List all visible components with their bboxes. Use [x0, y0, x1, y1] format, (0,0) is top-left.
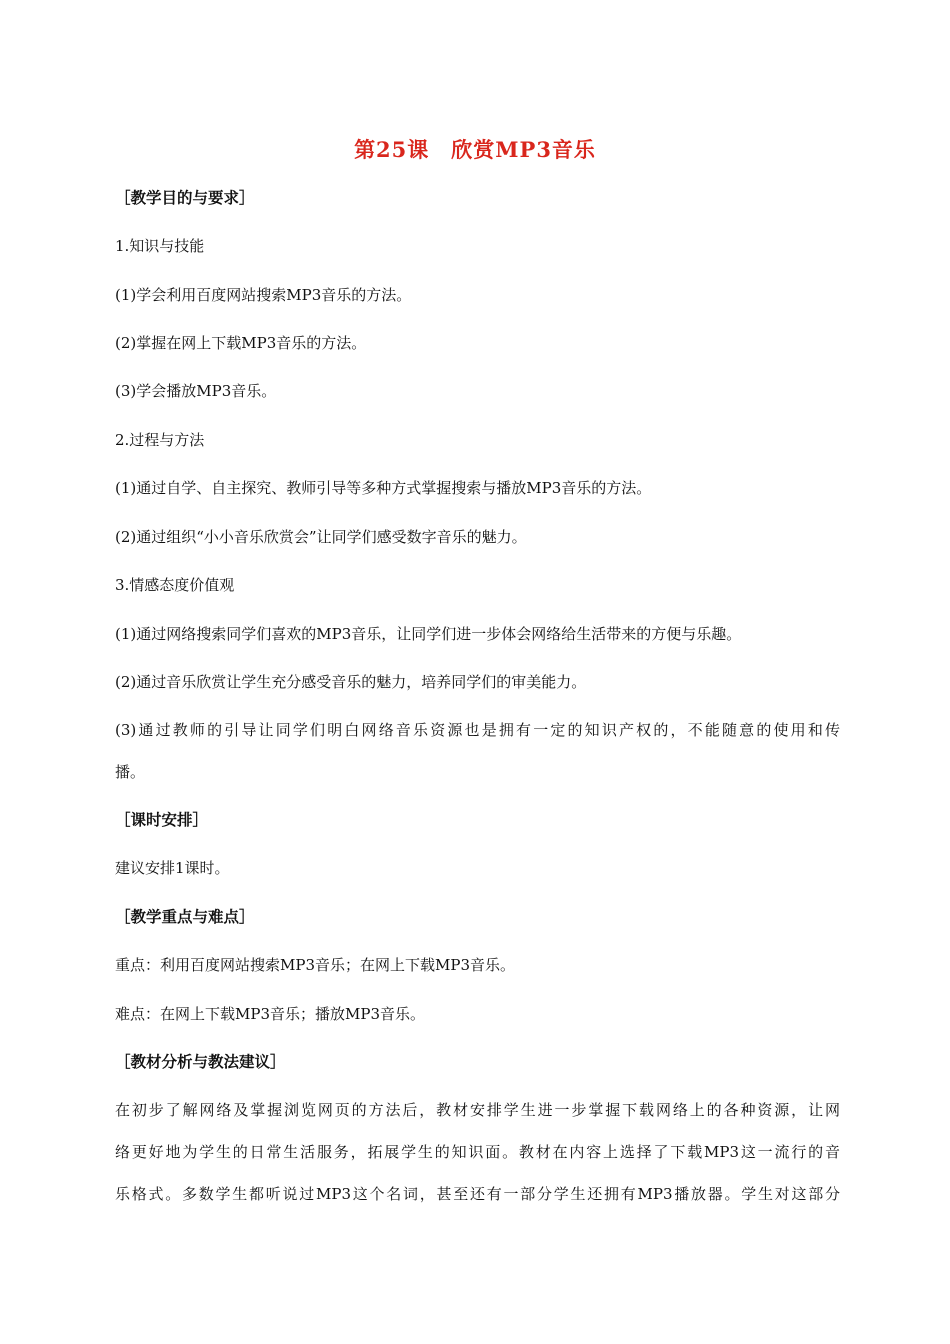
paragraph-line: 2.过程与方法	[115, 431, 205, 449]
paragraph-line: (2)通过音乐欣赏让学生充分感受音乐的魅力，培养同学们的审美能力。	[115, 673, 587, 691]
paragraph-line: 重点：利用百度网站搜索MP3音乐；在网上下载MP3音乐。	[115, 956, 515, 974]
paragraph-line: (2)掌握在网上下载MP3音乐的方法。	[115, 334, 367, 352]
paragraph-line: 在初步了解网络及掌握浏览网页的方法后，教材安排学生进一步掌握下载网络上的各种资源，让网	[115, 1101, 840, 1119]
document-title: 第25课 欣赏MP3音乐	[354, 137, 596, 162]
section-heading: ［课时安排］	[115, 811, 209, 829]
paragraph-line: 乐格式。多数学生都听说过MP3这个名词，甚至还有一部分学生还拥有MP3播放器。学生对这部分	[115, 1185, 840, 1203]
paragraph-line: (3)通过教师的引导让同学们明白网络音乐资源也是拥有一定的知识产权的，不能随意的使用和传	[115, 721, 840, 739]
paragraph-line: 1.知识与技能	[115, 237, 205, 255]
section-heading: ［教学目的与要求］	[115, 189, 255, 207]
paragraph-line: 播。	[115, 763, 146, 781]
section-heading: ［教材分析与教法建议］	[115, 1053, 286, 1071]
paragraph-line: 3.情感态度价值观	[115, 576, 235, 594]
section-heading: ［教学重点与难点］	[115, 908, 255, 926]
paragraph-line: (1)通过网络搜索同学们喜欢的MP3音乐，让同学们进一步体会网络给生活带来的方便与乐趣。	[115, 625, 742, 643]
paragraph-line: 难点：在网上下载MP3音乐；播放MP3音乐。	[115, 1005, 425, 1023]
paragraph-line: 建议安排1课时。	[115, 859, 230, 877]
paragraph-line: (3)学会播放MP3音乐。	[115, 382, 277, 400]
paragraph-line: (1)通过自学、自主探究、教师引导等多种方式掌握搜索与播放MP3音乐的方法。	[115, 479, 652, 497]
paragraph-line: (2)通过组织“小小音乐欣赏会”让同学们感受数字音乐的魅力。	[115, 528, 527, 546]
paragraph-line: 络更好地为学生的日常生活服务，拓展学生的知识面。教材在内容上选择了下载MP3这一流行的音	[115, 1143, 840, 1161]
paragraph-line: (1)学会利用百度网站搜索MP3音乐的方法。	[115, 286, 412, 304]
